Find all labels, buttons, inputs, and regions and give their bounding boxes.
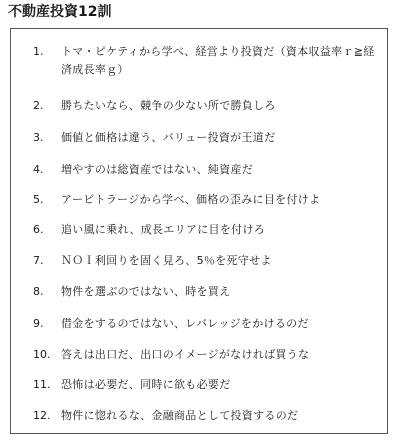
rule-number: 2. <box>33 99 44 112</box>
rule-number: 7. <box>33 254 44 267</box>
rule-text: ＮＯＩ利回りを固く見ろ、5％を死守せよ <box>61 254 272 267</box>
page-title: 不動産投資12訓 <box>8 4 112 20</box>
rule-number: 8. <box>33 285 44 298</box>
rule-text: 価値と価格は違う、バリュー投資が王道だ <box>61 131 276 144</box>
rule-text: 答えは出口だ、出口のイメージがなければ買うな <box>61 348 310 361</box>
rule-text: 増やすのは総資産ではない、純資産だ <box>61 163 254 176</box>
rule-number: 1. <box>33 45 44 58</box>
rule-number: 5. <box>33 193 44 206</box>
rule-number: 12. <box>33 409 51 422</box>
rule-number: 10. <box>33 348 51 361</box>
rule-text: 恐怖は必要だ、同時に欲も必要だ <box>61 378 231 391</box>
rule-text: アービトラージから学べ、価格の歪みに目を付けよ <box>61 193 321 206</box>
rule-number: 11. <box>33 378 51 391</box>
rules-box <box>10 28 388 434</box>
rule-number: 9. <box>33 317 44 330</box>
rule-text: 物件を選ぶのではない、時を買え <box>61 285 231 298</box>
rule-text: 追い風に乗れ、成長エリアに目を付けろ <box>61 223 266 236</box>
rule-text: トマ・ピケティから学べ、経営より投資だ（資本収益率ｒ≧経済成長率ｇ） <box>61 45 375 76</box>
rule-text: 借金をするのではない、レバレッジをかけるのだ <box>61 317 309 330</box>
rule-number: 3. <box>33 131 44 144</box>
rule-number: 4. <box>33 163 44 176</box>
rule-text: 勝ちたいなら、競争の少ない所で勝負しろ <box>61 99 276 112</box>
rule-text: 物件に惚れるな、金融商品として投資するのだ <box>61 409 299 422</box>
rule-number: 6. <box>33 223 44 236</box>
